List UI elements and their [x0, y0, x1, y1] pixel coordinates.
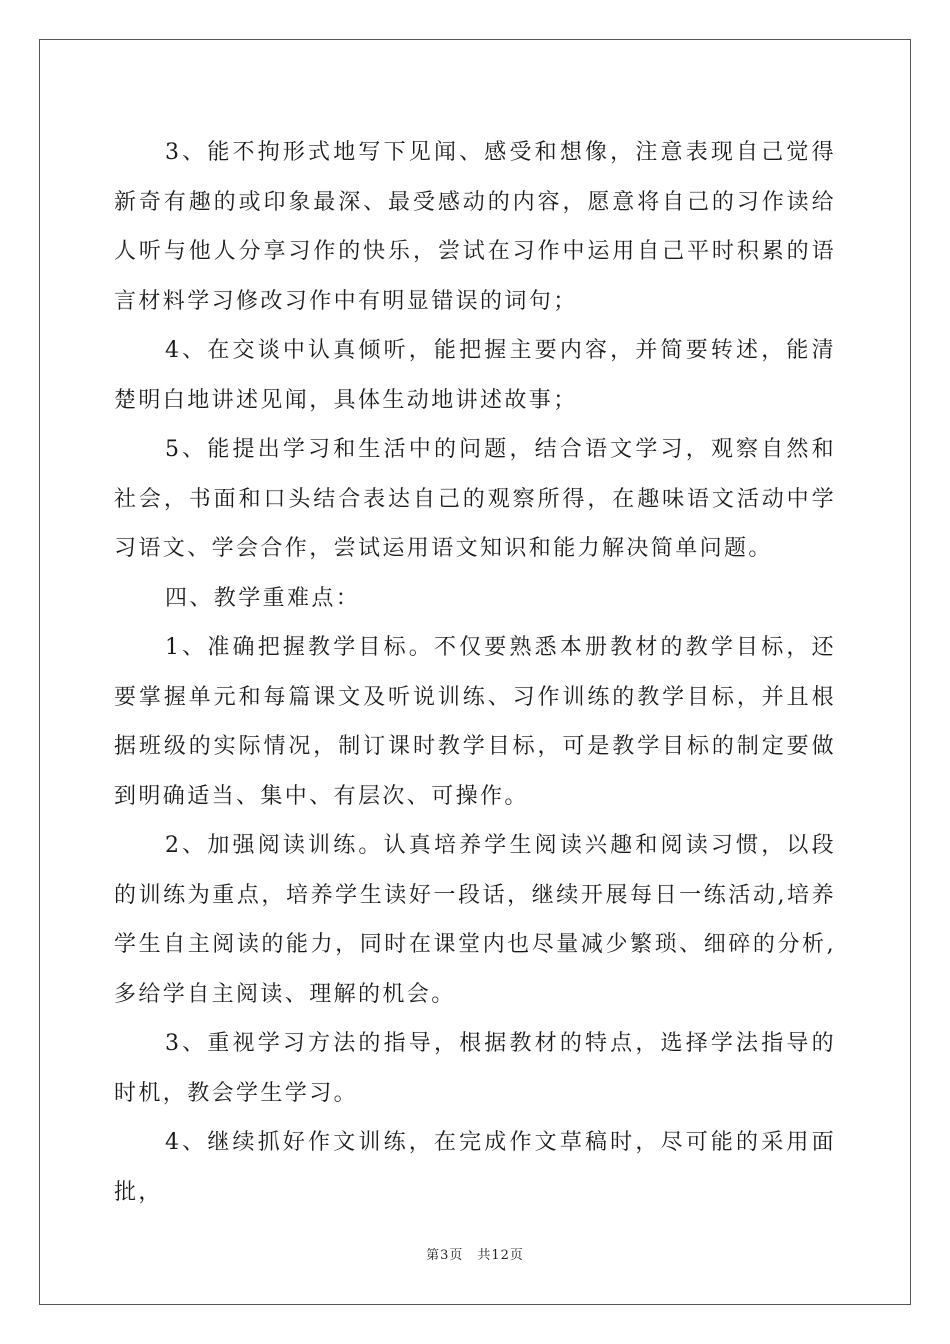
paragraph: 4、在交谈中认真倾听，能把握主要内容，并简要转述，能清楚明白地讲述见闻，具体生动地讲述故事； [114, 338, 836, 413]
document-body [114, 128, 836, 1217]
page-total: 共12页 [477, 1248, 524, 1263]
paragraph: 1、准确把握教学目标。不仅要熟悉本册教材的教学目标，还要掌握单元和每篇课文及听说训练、习作训练的教学目标，并且根据班级的实际情况，制订课时教学目标，可是教学目标的制定要做到明确适当、集中、有层次、可操作。 [114, 635, 836, 809]
paragraph: 3、能不拘形式地写下见闻、感受和想像，注意表现自己觉得新奇有趣的或印象最深、最受感动的内容，愿意将自己的习作读给人听与他人分享习作的快乐，尝试在习作中运用自己平时积累的语言材料学习修改习作中有明显错误的词句； [114, 140, 836, 314]
paragraph: 4、继续抓好作文训练，在完成作文草稿时，尽可能的采用面批， [114, 1130, 836, 1205]
paragraph: 5、能提出学习和生活中的问题，结合语文学习，观察自然和社会，书面和口头结合表达自己的观察所得，在趣味语文活动中学习语文、学会合作，尝试运用语文知识和能力解决简单问题。 [114, 437, 836, 561]
section-heading: 四、教学重难点： [165, 585, 361, 611]
paragraph: 3、重视学习方法的指导，根据教材的特点，选择学法指导的时机，教会学生学习。 [114, 1031, 836, 1106]
page-footer [0, 1244, 950, 1263]
paragraph: 2、加强阅读训练。认真培养学生阅读兴趣和阅读习惯，以段的训练为重点，培养学生读好一段话，继续开展每日一练活动,培养学生自主阅读的能力，同时在课堂内也尽量减少繁琐、细碎的分析,多给学自主阅读、理解的机会。 [114, 833, 836, 1007]
page-number: 第3页 [426, 1248, 464, 1263]
